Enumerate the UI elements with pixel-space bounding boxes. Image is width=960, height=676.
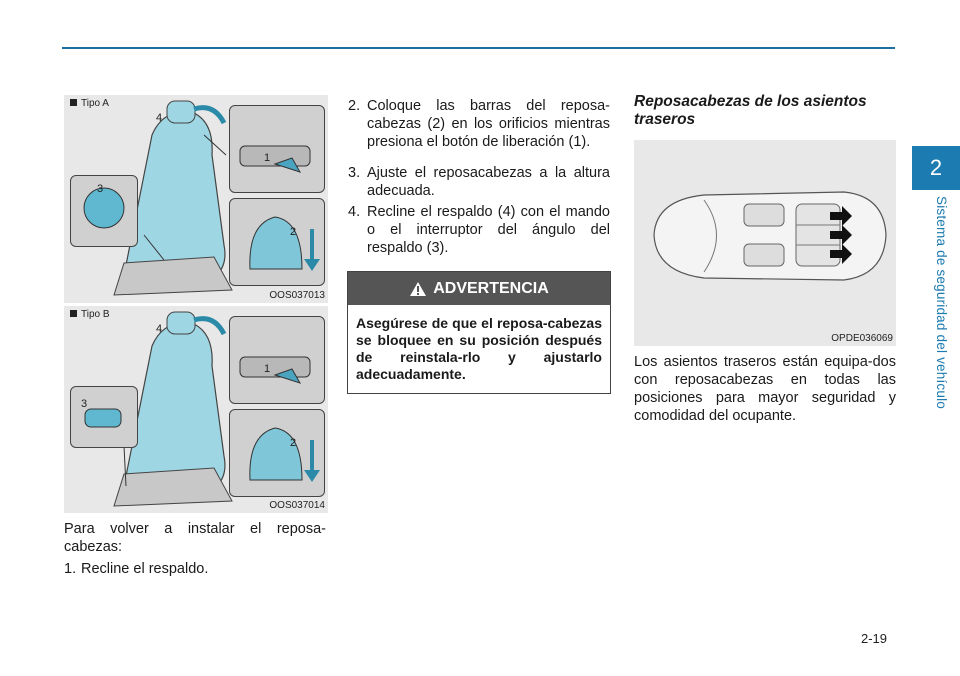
inset-release-button bbox=[229, 105, 325, 193]
chapter-tab bbox=[912, 146, 960, 190]
figure-tipo-b bbox=[64, 306, 328, 513]
warning-icon bbox=[409, 281, 427, 297]
chapter-title: Sistema de seguridad del vehículo bbox=[934, 196, 949, 409]
figure-label: Tipo B bbox=[70, 309, 110, 320]
step-number: 2. bbox=[348, 98, 361, 114]
intro-paragraph: Para volver a instalar el reposa-cabezas: bbox=[64, 521, 326, 555]
step-3 bbox=[348, 164, 610, 200]
figure-label: Tipo A bbox=[70, 98, 109, 109]
inset-release-button bbox=[229, 316, 325, 404]
step-text: Ajuste el reposacabezas a la altura adecuada. bbox=[367, 165, 610, 199]
rear-headrest-paragraph: Los asientos traseros están equipa-dos con reposacabezas en todas las posiciones para mayor seguridad y comodidad del ocupante. bbox=[634, 354, 896, 424]
car-illustration bbox=[634, 140, 896, 346]
warning-title: ADVERTENCIA bbox=[433, 279, 549, 297]
step-number: 4. bbox=[348, 204, 361, 220]
callout-1: 1 bbox=[264, 152, 271, 164]
step-1 bbox=[64, 560, 326, 578]
callout-2: 2 bbox=[290, 437, 297, 449]
inset-top-left bbox=[70, 175, 138, 247]
figure-tipo-a bbox=[64, 95, 328, 303]
warning-box bbox=[347, 271, 611, 394]
step-4 bbox=[348, 203, 610, 257]
callout-4: 4 bbox=[156, 112, 163, 124]
step-2 bbox=[348, 97, 610, 151]
figure-code: OOS037013 bbox=[269, 290, 325, 301]
top-rule bbox=[62, 47, 895, 49]
step-number: 1. bbox=[64, 561, 77, 577]
section-title: Reposacabezas de los asientos traseros bbox=[634, 93, 867, 128]
step-number: 3. bbox=[348, 165, 361, 181]
callout-3: 3 bbox=[81, 398, 88, 410]
callout-1: 1 bbox=[264, 363, 271, 375]
step-text: Recline el respaldo (4) con el mando o el interruptor del ángulo del respaldo (3). bbox=[367, 204, 610, 256]
inset-recline-lever bbox=[70, 386, 138, 448]
step-text: Recline el respaldo. bbox=[81, 561, 209, 577]
step-text: Coloque las barras del reposa-cabezas (2) en los orificios mientras presiona el botón de liberación (1). bbox=[367, 98, 610, 150]
inset-headrest bbox=[229, 409, 325, 497]
page-number: 2-19 bbox=[861, 631, 888, 646]
callout-4: 4 bbox=[156, 323, 163, 335]
callout-3: 3 bbox=[97, 183, 104, 195]
figure-car-top-view bbox=[634, 140, 896, 346]
chapter-number: 2 bbox=[929, 155, 943, 180]
callout-2: 2 bbox=[290, 226, 297, 238]
warning-header bbox=[348, 272, 610, 305]
inset-headrest bbox=[229, 198, 325, 286]
figure-code: OOS037014 bbox=[269, 500, 325, 511]
warning-text: Asegúrese de que el reposa-cabezas se bloquee en su posición después de reinstala-rlo y ajustarlo adecuadamente. bbox=[356, 315, 602, 382]
figure-code: OPDE036069 bbox=[831, 333, 893, 344]
